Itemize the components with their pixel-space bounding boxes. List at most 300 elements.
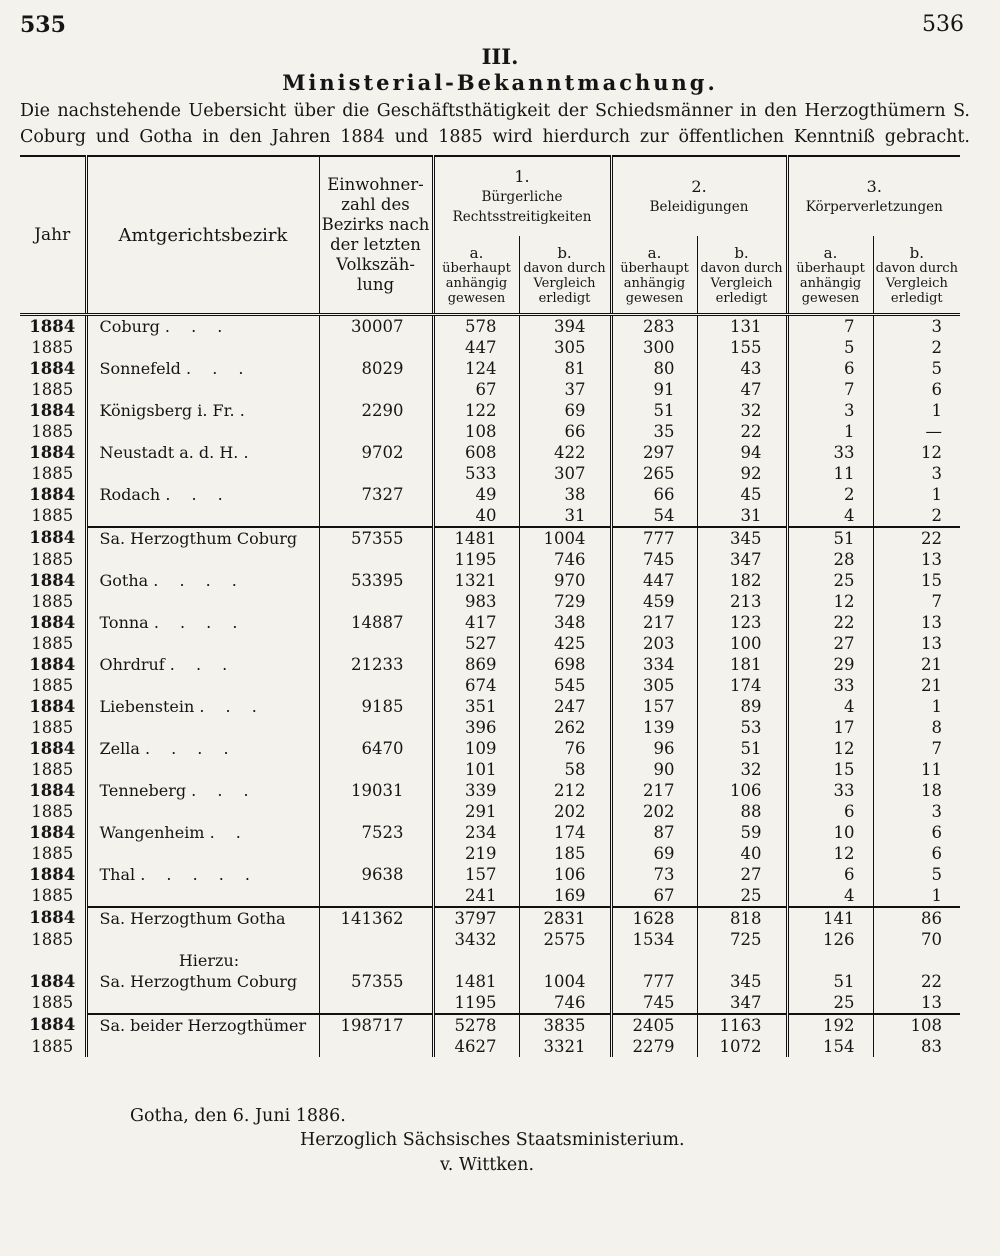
cell-value: 11	[873, 759, 960, 780]
cell-value: 1	[873, 696, 960, 717]
cell-value: 185	[519, 843, 611, 864]
cell-population	[319, 1036, 433, 1057]
table-row	[20, 864, 960, 885]
cell-value: 141	[787, 907, 873, 929]
cell-value: 4627	[433, 1036, 519, 1057]
cell-value: 2	[873, 505, 960, 527]
cell-value: 35	[611, 421, 697, 442]
cell-value: 729	[519, 591, 611, 612]
table-row	[20, 971, 960, 992]
cell-value	[519, 950, 611, 971]
district-name: Liebenstein	[99, 697, 195, 716]
table-row	[20, 1036, 960, 1057]
cell-value: 38	[519, 484, 611, 505]
cell-value: 869	[433, 654, 519, 675]
cell-value: 6	[787, 358, 873, 379]
table-row	[20, 654, 960, 675]
cell-value: 425	[519, 633, 611, 654]
cell-value: 22	[873, 971, 960, 992]
cell-year: 1884	[29, 972, 76, 991]
table-row	[20, 843, 960, 864]
cell-district	[86, 929, 319, 950]
district-name: Sa. Herzogthum Gotha	[99, 909, 286, 928]
cell-value: 6	[873, 379, 960, 400]
cell-value: —	[873, 421, 960, 442]
cell-district	[86, 633, 319, 654]
cell-value: 43	[697, 358, 787, 379]
table-row	[20, 675, 960, 696]
cell-year: 1885	[31, 802, 74, 821]
leader-dots: . . . . .	[140, 865, 259, 884]
district-name: Wangenheim	[99, 823, 205, 842]
cell-value: 777	[611, 971, 697, 992]
cell-value: 203	[611, 633, 697, 654]
cell-district	[86, 379, 319, 400]
cell-value: 212	[519, 780, 611, 801]
cell-value: 7	[873, 591, 960, 612]
table-row	[20, 738, 960, 759]
cell-value: 37	[519, 379, 611, 400]
cell-value: 265	[611, 463, 697, 484]
cell-district	[86, 1036, 319, 1057]
subheader-a: a. überhaupt anhängig gewesen	[433, 236, 519, 315]
table-row	[20, 527, 960, 549]
cell-value: 1481	[433, 527, 519, 549]
cell-value: 90	[611, 759, 697, 780]
cell-population: 21233	[319, 654, 433, 675]
cell-district	[86, 864, 319, 885]
leader-dots: . . .	[191, 781, 257, 800]
cell-value: 4	[787, 505, 873, 527]
cell-district	[86, 358, 319, 379]
cell-value: 51	[611, 400, 697, 421]
cell-value: 25	[787, 570, 873, 591]
cell-value: 305	[611, 675, 697, 696]
table-row	[20, 822, 960, 843]
cell-district	[86, 549, 319, 570]
cell-value: 533	[433, 463, 519, 484]
cell-population	[319, 421, 433, 442]
cell-value: 334	[611, 654, 697, 675]
cell-value: 13	[873, 612, 960, 633]
cell-value: 18	[873, 780, 960, 801]
cell-value: 67	[611, 885, 697, 907]
table-row	[20, 505, 960, 527]
cell-population	[319, 463, 433, 484]
cell-district	[86, 337, 319, 358]
cell-value: 157	[433, 864, 519, 885]
cell-value: 7	[787, 379, 873, 400]
subheader-b: b. davon durch Vergleich erledigt	[519, 236, 611, 315]
cell-year: 1884	[29, 528, 76, 547]
cell-value: 13	[873, 992, 960, 1014]
cell-year: 1884	[29, 823, 76, 842]
cell-value: 31	[697, 505, 787, 527]
cell-value: 291	[433, 801, 519, 822]
cell-district	[86, 759, 319, 780]
cell-value: 13	[873, 633, 960, 654]
cell-value: 22	[697, 421, 787, 442]
cell-value: 81	[519, 358, 611, 379]
header-group-civil: 1. Bürgerliche Rechtsstreitigkeiten	[433, 156, 611, 236]
cell-value: 4	[787, 696, 873, 717]
cell-year: 1885	[31, 676, 74, 695]
cell-district	[86, 505, 319, 527]
header-group-insults: 2. Beleidigungen	[611, 156, 787, 236]
cell-value: 45	[697, 484, 787, 505]
header-group-injuries: 3. Körperverletzungen	[787, 156, 960, 236]
cell-value: 351	[433, 696, 519, 717]
cell-population: 8029	[319, 358, 433, 379]
cell-value: 2	[787, 484, 873, 505]
cell-value: 15	[873, 570, 960, 591]
cell-year: 1884	[29, 485, 76, 504]
cell-value: 32	[697, 400, 787, 421]
district-name: Hierzu:	[178, 951, 240, 970]
cell-year: 1884	[29, 781, 76, 800]
cell-population	[319, 591, 433, 612]
header-population: Einwohner- zahl des Bezirks nach der letzten Volkszäh- lung	[319, 156, 433, 315]
cell-value	[697, 950, 787, 971]
cell-value: 219	[433, 843, 519, 864]
cell-population: 7523	[319, 822, 433, 843]
cell-value: 174	[697, 675, 787, 696]
leader-dots: .	[243, 443, 257, 462]
cell-value	[433, 950, 519, 971]
cell-district	[86, 1014, 319, 1036]
cell-value: 108	[433, 421, 519, 442]
table-row	[20, 379, 960, 400]
cell-value: 67	[433, 379, 519, 400]
cell-value: 6	[787, 864, 873, 885]
cell-year: 1884	[29, 908, 76, 927]
cell-value: 283	[611, 315, 697, 338]
cell-value: 58	[519, 759, 611, 780]
cell-value	[787, 950, 873, 971]
cell-district	[86, 463, 319, 484]
cell-value: 12	[873, 442, 960, 463]
cell-value: 33	[787, 780, 873, 801]
cell-value: 17	[787, 717, 873, 738]
table-row	[20, 442, 960, 463]
district-name: Zella	[99, 739, 140, 758]
cell-value: 1163	[697, 1014, 787, 1036]
table-body	[20, 315, 960, 1058]
district-name: Coburg	[99, 317, 160, 336]
cell-value: 76	[519, 738, 611, 759]
table-row	[20, 612, 960, 633]
cell-value: 28	[787, 549, 873, 570]
cell-district	[86, 780, 319, 801]
cell-district	[86, 992, 319, 1014]
cell-value: 297	[611, 442, 697, 463]
cell-value: 181	[697, 654, 787, 675]
cell-value: 96	[611, 738, 697, 759]
cell-value: 6	[873, 822, 960, 843]
cell-population: 6470	[319, 738, 433, 759]
cell-value: 25	[697, 885, 787, 907]
cell-value: 122	[433, 400, 519, 421]
cell-year: 1885	[31, 718, 74, 737]
cell-population: 53395	[319, 570, 433, 591]
cell-value: 7	[787, 315, 873, 338]
cell-value: 745	[611, 992, 697, 1014]
cell-value: 139	[611, 717, 697, 738]
district-name: Thal	[99, 865, 136, 884]
cell-value: 91	[611, 379, 697, 400]
cell-value: 32	[697, 759, 787, 780]
cell-year: 1885	[31, 930, 74, 949]
cell-year: 1884	[29, 613, 76, 632]
cell-value: 174	[519, 822, 611, 843]
cell-population: 30007	[319, 315, 433, 338]
cell-population: 57355	[319, 527, 433, 549]
cell-value: 213	[697, 591, 787, 612]
cell-value: 100	[697, 633, 787, 654]
cell-district	[86, 696, 319, 717]
cell-value: 5278	[433, 1014, 519, 1036]
leader-dots: . . . .	[144, 739, 237, 758]
cell-year: 1884	[29, 739, 76, 758]
cell-value: 202	[611, 801, 697, 822]
cell-value: 2	[873, 337, 960, 358]
cell-value: 11	[787, 463, 873, 484]
table-row	[20, 633, 960, 654]
table-row	[20, 337, 960, 358]
cell-value: 447	[611, 570, 697, 591]
table-row	[20, 358, 960, 379]
place-date: Gotha, den 6. Juni 1886.	[130, 1106, 346, 1126]
cell-year: 1885	[31, 380, 74, 399]
cell-value	[611, 950, 697, 971]
cell-year: 1884	[29, 401, 76, 420]
cell-value: 746	[519, 549, 611, 570]
cell-value: 182	[697, 570, 787, 591]
cell-value: 73	[611, 864, 697, 885]
header-district: Amtgerichtsbezirk	[86, 156, 319, 315]
cell-value: 5	[873, 358, 960, 379]
cell-district	[86, 822, 319, 843]
cell-value: 339	[433, 780, 519, 801]
district-name: Sa. Herzogthum Coburg	[99, 529, 298, 548]
cell-year: 1884	[29, 697, 76, 716]
cell-year: 1884	[29, 317, 76, 336]
cell-year: 1885	[31, 464, 74, 483]
cell-value: 746	[519, 992, 611, 1014]
cell-year: 1884	[29, 865, 76, 884]
cell-value: 106	[697, 780, 787, 801]
cell-year: 1884	[29, 1015, 76, 1034]
cell-value: 1	[873, 484, 960, 505]
cell-value: 29	[787, 654, 873, 675]
table-row	[20, 907, 960, 929]
cell-district	[86, 885, 319, 907]
cell-value: 1195	[433, 549, 519, 570]
district-name: Sa. beider Herzogthümer	[99, 1016, 307, 1035]
cell-value: 5	[873, 864, 960, 885]
cell-year: 1885	[31, 550, 74, 569]
table-row	[20, 696, 960, 717]
cell-year: 1884	[29, 655, 76, 674]
cell-population	[319, 759, 433, 780]
subheader-b: b. davon durch Vergleich erledigt	[697, 236, 787, 315]
cell-population	[319, 843, 433, 864]
cell-value: 307	[519, 463, 611, 484]
cell-value: 66	[611, 484, 697, 505]
cell-value: 80	[611, 358, 697, 379]
cell-value: 241	[433, 885, 519, 907]
statistics-table	[20, 155, 960, 1057]
cell-value: 2279	[611, 1036, 697, 1057]
cell-value: 12	[787, 843, 873, 864]
cell-value: 31	[519, 505, 611, 527]
cell-value: 6	[787, 801, 873, 822]
table-row	[20, 591, 960, 612]
cell-value: 51	[697, 738, 787, 759]
cell-value: 348	[519, 612, 611, 633]
cell-population: 9638	[319, 864, 433, 885]
cell-value: 59	[697, 822, 787, 843]
cell-value: 155	[697, 337, 787, 358]
cell-value: 21	[873, 654, 960, 675]
cell-population: 14887	[319, 612, 433, 633]
cell-value: 25	[787, 992, 873, 1014]
cell-population	[319, 992, 433, 1014]
cell-population	[319, 801, 433, 822]
cell-value: 674	[433, 675, 519, 696]
cell-value: 3835	[519, 1014, 611, 1036]
cell-value: 202	[519, 801, 611, 822]
cell-value: 3	[873, 801, 960, 822]
cell-value: 1	[873, 885, 960, 907]
cell-population	[319, 929, 433, 950]
leader-dots: . . .	[169, 655, 236, 674]
table-row	[20, 463, 960, 484]
cell-value: 1072	[697, 1036, 787, 1057]
table-row	[20, 400, 960, 421]
cell-value: 422	[519, 442, 611, 463]
cell-value: 745	[611, 549, 697, 570]
cell-district	[86, 442, 319, 463]
cell-value: 818	[697, 907, 787, 929]
cell-value: 157	[611, 696, 697, 717]
cell-value: 1321	[433, 570, 519, 591]
table-row	[20, 759, 960, 780]
page-number-right: 536	[922, 12, 964, 37]
table-row	[20, 950, 960, 971]
cell-population	[319, 379, 433, 400]
cell-district	[86, 801, 319, 822]
cell-district	[86, 654, 319, 675]
cell-year: 1885	[31, 506, 74, 525]
cell-year: 1884	[29, 571, 76, 590]
cell-district	[86, 570, 319, 591]
cell-value: 247	[519, 696, 611, 717]
cell-value: 608	[433, 442, 519, 463]
leader-dots: . . . .	[153, 613, 246, 632]
cell-value: 3	[873, 315, 960, 338]
header-year: Jahr	[20, 156, 86, 315]
cell-value: 1004	[519, 971, 611, 992]
cell-value: 347	[697, 549, 787, 570]
cell-district	[86, 950, 319, 971]
table-row	[20, 570, 960, 591]
cell-value: 27	[697, 864, 787, 885]
leader-dots: . . .	[164, 317, 231, 336]
table-row	[20, 484, 960, 505]
cell-year: 1884	[29, 359, 76, 378]
table-row	[20, 801, 960, 822]
cell-value: 131	[697, 315, 787, 338]
district-name: Rodach	[99, 485, 161, 504]
cell-population	[319, 505, 433, 527]
cell-value: 13	[873, 549, 960, 570]
cell-value: 123	[697, 612, 787, 633]
cell-value: 1	[787, 421, 873, 442]
cell-value: 66	[519, 421, 611, 442]
cell-population: 9185	[319, 696, 433, 717]
table-row	[20, 549, 960, 570]
cell-value: 698	[519, 654, 611, 675]
subheader-a: a. überhaupt anhängig gewesen	[611, 236, 697, 315]
cell-value: 51	[787, 971, 873, 992]
district-name: Ohrdruf	[99, 655, 165, 674]
cell-population	[319, 675, 433, 696]
cell-population: 7327	[319, 484, 433, 505]
table-row	[20, 421, 960, 442]
cell-value: 192	[787, 1014, 873, 1036]
table-row	[20, 929, 960, 950]
page-title: Ministerial-Bekanntmachung.	[282, 70, 718, 95]
cell-district	[86, 527, 319, 549]
cell-value	[873, 950, 960, 971]
cell-value: 394	[519, 315, 611, 338]
cell-value: 3321	[519, 1036, 611, 1057]
cell-value: 4	[787, 885, 873, 907]
cell-population	[319, 950, 433, 971]
table-row	[20, 992, 960, 1014]
cell-district	[86, 484, 319, 505]
cell-value: 2831	[519, 907, 611, 929]
intro-paragraph: Die nachstehende Uebersicht über die Geschäftsthätigkeit der Schiedsmänner in den Herzogthümern S. Coburg und Gotha in den Jahren 1884 und 1885 wird hierdurch zur öffentlichen Kenntniß gebracht.	[20, 101, 970, 147]
cell-year	[20, 950, 86, 971]
subheader-a: a. überhaupt anhängig gewesen	[787, 236, 873, 315]
cell-year: 1884	[29, 443, 76, 462]
cell-district	[86, 843, 319, 864]
cell-district	[86, 315, 319, 338]
cell-value: 983	[433, 591, 519, 612]
cell-value: 51	[787, 527, 873, 549]
cell-population: 141362	[319, 907, 433, 929]
cell-value: 12	[787, 591, 873, 612]
cell-value: 70	[873, 929, 960, 950]
cell-value: 6	[873, 843, 960, 864]
cell-population: 19031	[319, 780, 433, 801]
cell-value: 345	[697, 971, 787, 992]
cell-value: 49	[433, 484, 519, 505]
cell-year: 1885	[31, 844, 74, 863]
cell-value: 101	[433, 759, 519, 780]
cell-population: 9702	[319, 442, 433, 463]
table-row	[20, 315, 960, 338]
cell-value: 3432	[433, 929, 519, 950]
cell-value: 12	[787, 738, 873, 759]
district-name: Tenneberg	[99, 781, 187, 800]
cell-value: 262	[519, 717, 611, 738]
cell-population	[319, 885, 433, 907]
cell-value: 22	[873, 527, 960, 549]
cell-year: 1885	[31, 634, 74, 653]
